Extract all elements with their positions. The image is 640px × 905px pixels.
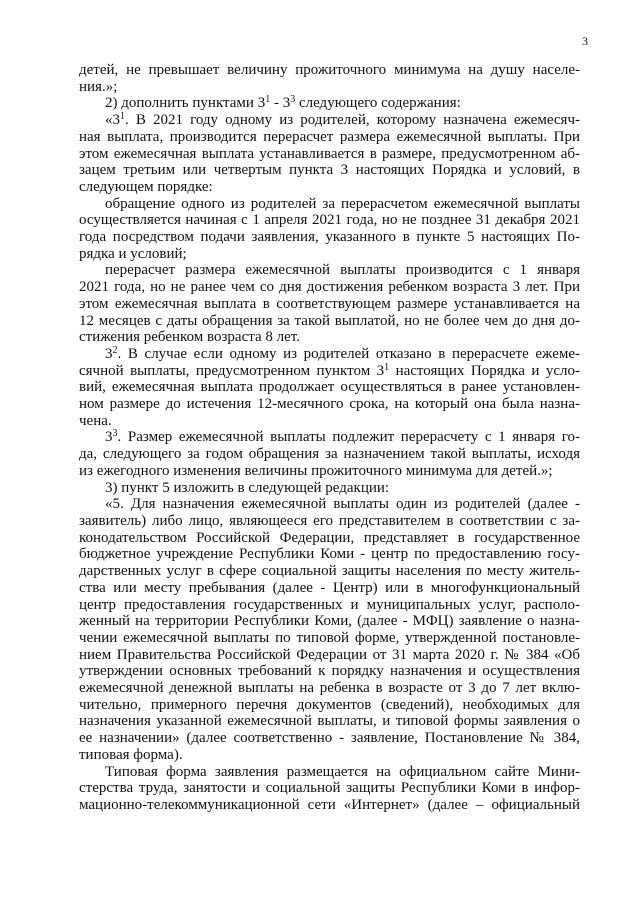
text-line — [79, 112, 580, 129]
superscript: 3 — [290, 94, 296, 106]
page-number: 3 — [582, 34, 588, 48]
text-line: ства или месту пребывания (далее - Центр) или в многофункциональный — [79, 579, 580, 596]
text-line: нием Правительства Российской Федерации от 31 марта 2020 г. № 384 «Об — [79, 646, 580, 663]
superscript: 1 — [265, 94, 271, 106]
text-line: следующем порядке: — [79, 178, 213, 195]
text-fragment: . В случае если одному из родителей отказано в перерасчете ежеме- — [117, 345, 580, 362]
text-line: этом ежемесячная выплата устанавливается в размере, предусмотренном аб- — [79, 145, 580, 162]
paragraph — [79, 429, 580, 479]
text-line: ном размере до истечения 12-месячного срока, на который она была назна- — [79, 396, 580, 413]
paragraph — [79, 262, 580, 346]
text-line: дарственных услуг в сфере социальной защиты населения по месту житель- — [79, 563, 580, 580]
text-fragment: - 3 — [270, 95, 291, 112]
text-line: из ежегодного изменения величины прожиточного минимума для детей.»; — [79, 462, 553, 479]
text-line: этом ежемесячная выплата в соответствующем размере устанавливается на — [79, 295, 580, 312]
text-fragment: . В 2021 году одному из родителей, которому назначена ежемесяч- — [125, 112, 580, 129]
paragraph — [79, 496, 580, 763]
text-line: зацем третьим или четвертым пункта 3 настоящих Порядка и условий, в — [79, 162, 580, 179]
text-line: ная выплата, производится перерасчет размера ежемесячной выплаты. При — [79, 128, 580, 145]
text-line: чительно, примерного перечня документов (сведений), необходимых для — [79, 696, 580, 713]
text-line: утверждении основных требований к порядку назначения и осуществления — [79, 663, 580, 680]
text-line: 12 месяцев с даты обращения за такой выплатой, но не более чем до дня до- — [79, 312, 580, 329]
text-line: бюджетное учреждение Республики Коми - центр по предоставлению госу- — [79, 546, 580, 563]
text-line — [79, 95, 580, 112]
text-fragment: 3 — [105, 345, 113, 362]
text-line: стерства труда, занятости и социальной защиты Республики Коми в инфор- — [79, 780, 580, 797]
paragraph — [79, 95, 580, 112]
paragraph — [79, 62, 580, 95]
text-fragment: настоящих Порядка и усло- — [389, 362, 580, 379]
text-line: вий, ежемесячная выплата продолжает осуществляться в ранее установлен- — [79, 379, 580, 396]
text-line — [79, 363, 580, 380]
text-line: стижения ребенком возраста 8 лет. — [79, 329, 300, 346]
text-line: женный на территории Республики Коми, (далее - МФЦ) заявление о назна- — [79, 613, 580, 630]
text-fragment: сячной выплаты, предусмотренном пунктом 3 — [79, 362, 385, 379]
paragraph — [79, 764, 580, 814]
paragraph — [79, 112, 580, 196]
superscript: 3 — [112, 428, 118, 440]
text-line: ния.»; — [79, 78, 118, 95]
text-fragment: . Размер ежемесячной выплаты подлежит перерасчету с 1 января го- — [117, 429, 580, 446]
text-fragment: «3 — [105, 112, 120, 129]
text-line: осуществляется начиная с 1 апреля 2021 года, но не позднее 31 декабря 2021 — [79, 212, 580, 229]
text-line — [79, 346, 580, 363]
text-line: ее назначении» (далее соответственно - заявление, Постановление № 384, — [79, 730, 580, 747]
text-line: ежемесячной денежной выплаты на ребенка в возрасте от 3 до 7 лет вклю- — [79, 680, 580, 697]
text-line: мационно-телекоммуникационной сети «Интернет» (далее – официальный — [79, 796, 580, 813]
text-fragment: следующего содержания: — [295, 95, 461, 112]
superscript: 2 — [112, 344, 118, 356]
paragraph — [79, 480, 580, 497]
superscript: 1 — [120, 111, 125, 123]
text-line: года посредством подачи заявления, указанного в пункте 5 настоящих По- — [79, 229, 580, 246]
text-line: чении ежемесячной выплаты по типовой форме, утвержденной постановле- — [79, 629, 580, 646]
text-line: да, следующего за годом обращения за назначением такой выплаты, исходя — [79, 446, 580, 463]
text-line: заявитель) либо лицо, являющееся его представителем в соответствии с за- — [79, 512, 580, 529]
text-line: перерасчет размера ежемесячной выплаты производится с 1 января — [105, 262, 580, 279]
text-line: назначения указанной ежемесячной выплаты, и типовой формы заявления о — [79, 713, 580, 730]
text-line: типовая форма). — [79, 746, 183, 763]
text-line: детей, не превышает величину прожиточного минимума на душу населе- — [79, 62, 580, 78]
text-fragment: 2) дополнить пунктами 3 — [105, 95, 266, 112]
text-line — [79, 429, 580, 446]
document-body — [79, 62, 580, 814]
text-line: Типовая форма заявления размещается на официальном сайте Мини- — [105, 763, 580, 780]
superscript: 1 — [384, 361, 390, 373]
text-line: конодательством Российской Федерации, представляет в государственное — [79, 529, 580, 546]
text-line: обращение одного из родителей за перерасчетом ежемесячной выплаты — [105, 195, 580, 212]
paragraph — [79, 346, 580, 430]
text-line: центр предоставления государственных и муниципальных услуг, располо- — [79, 596, 580, 613]
text-fragment: 3 — [105, 429, 113, 446]
text-line: «5. Для назначения ежемесячной выплаты один из родителей (далее - — [105, 496, 580, 513]
text-line: рядка и условий; — [79, 245, 187, 262]
text-line: 2021 года, но не ранее чем со дня достижения ребенком возраста 3 лет. При — [79, 279, 580, 296]
text-line: чена. — [79, 412, 112, 429]
paragraph — [79, 196, 580, 263]
text-line: 3) пункт 5 изложить в следующей редакции: — [105, 479, 390, 496]
